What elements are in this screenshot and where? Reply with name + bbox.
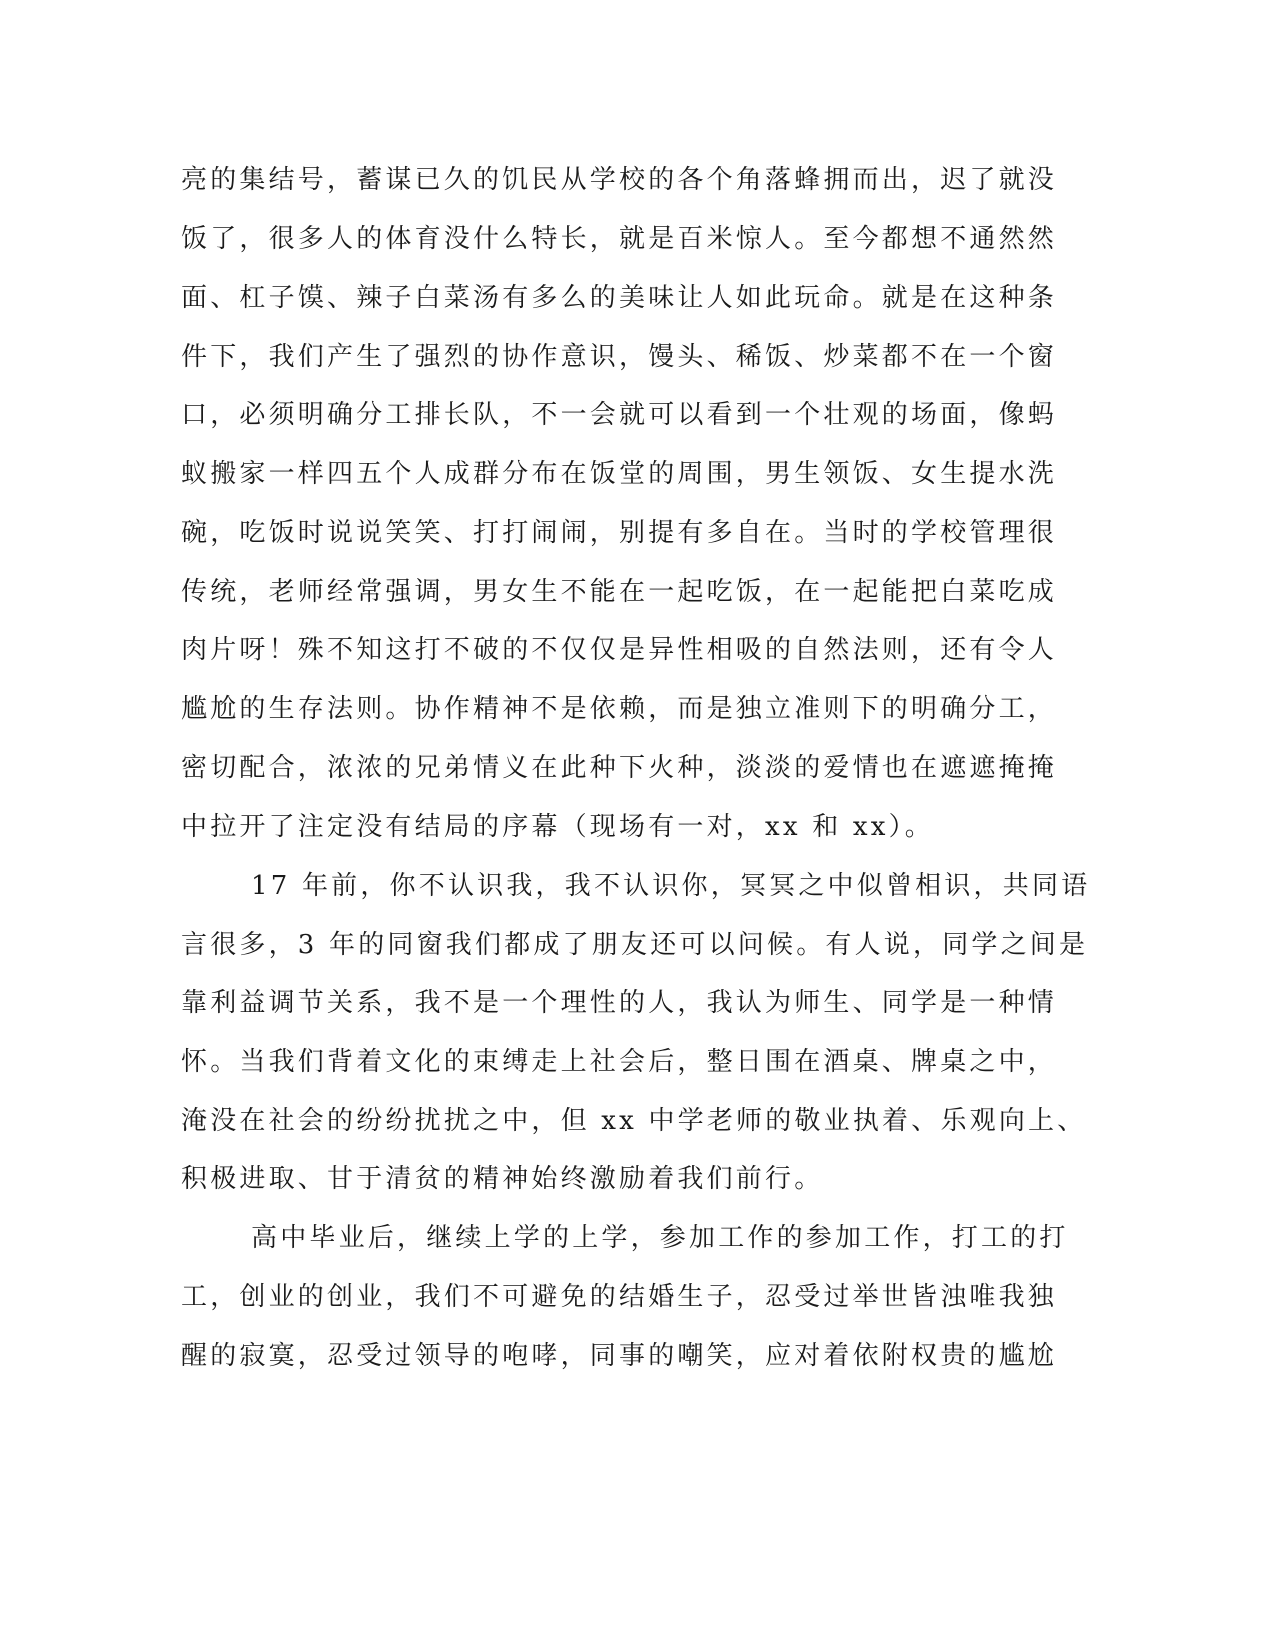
text-line: 蚁搬家一样四五个人成群分布在饭堂的周围，男生领饭、女生提水洗: [181, 459, 1058, 489]
text-line: 工，创业的创业，我们不可避免的结婚生子，忍受过举世皆浊唯我独: [181, 1282, 1058, 1312]
paragraph-start-line: 17 年前，你不认识我，我不认识你，冥冥之中似曾相识，共同语: [251, 871, 1091, 901]
text-line: 碗，吃饭时说说笑笑、打打闹闹，别提有多自在。当时的学校管理很: [181, 518, 1058, 548]
text-line: 醒的寂寞，忍受过领导的咆哮，同事的嘲笑，应对着依附权贵的尴尬: [181, 1341, 1058, 1371]
text-line: 件下，我们产生了强烈的协作意识，馒头、稀饭、炒菜都不在一个窗: [181, 342, 1058, 372]
text-line: 怀。当我们背着文化的束缚走上社会后，整日围在酒桌、牌桌之中，: [181, 1047, 1058, 1077]
text-line: 亮的集结号，蓄谋已久的饥民从学校的各个角落蜂拥而出，迟了就没: [181, 165, 1058, 195]
text-line: 饭了，很多人的体育没什么特长，就是百米惊人。至今都想不通然然: [181, 224, 1058, 254]
text-line: 积极进取、甘于清贫的精神始终激励着我们前行。: [181, 1164, 824, 1194]
text-line: 靠利益调节关系，我不是一个理性的人，我认为师生、同学是一种情: [181, 988, 1058, 1018]
text-line: 口，必须明确分工排长队，不一会就可以看到一个壮观的场面，像蚂: [181, 400, 1058, 430]
text-line: 传统，老师经常强调，男女生不能在一起吃饭，在一起能把白菜吃成: [181, 577, 1058, 607]
text-line: 肉片呀！殊不知这打不破的不仅仅是异性相吸的自然法则，还有令人: [181, 635, 1058, 665]
text-line: 中拉开了注定没有结局的序幕（现场有一对，xx 和 xx）。: [181, 812, 934, 842]
text-line: 言很多，3 年的同窗我们都成了朋友还可以问候。有人说，同学之间是: [181, 930, 1089, 960]
text-line: 面、杠子馍、辣子白菜汤有多么的美味让人如此玩命。就是在这种条: [181, 283, 1058, 313]
text-line: 密切配合，浓浓的兄弟情义在此种下火种，淡淡的爱情也在遮遮掩掩: [181, 753, 1058, 783]
text-line: 尴尬的生存法则。协作精神不是依赖，而是独立准则下的明确分工，: [181, 694, 1058, 724]
text-line: 淹没在社会的纷纷扰扰之中，但 xx 中学老师的敬业执着、乐观向上、: [181, 1106, 1087, 1136]
paragraph-start-line: 高中毕业后，继续上学的上学，参加工作的参加工作，打工的打: [251, 1223, 1069, 1253]
